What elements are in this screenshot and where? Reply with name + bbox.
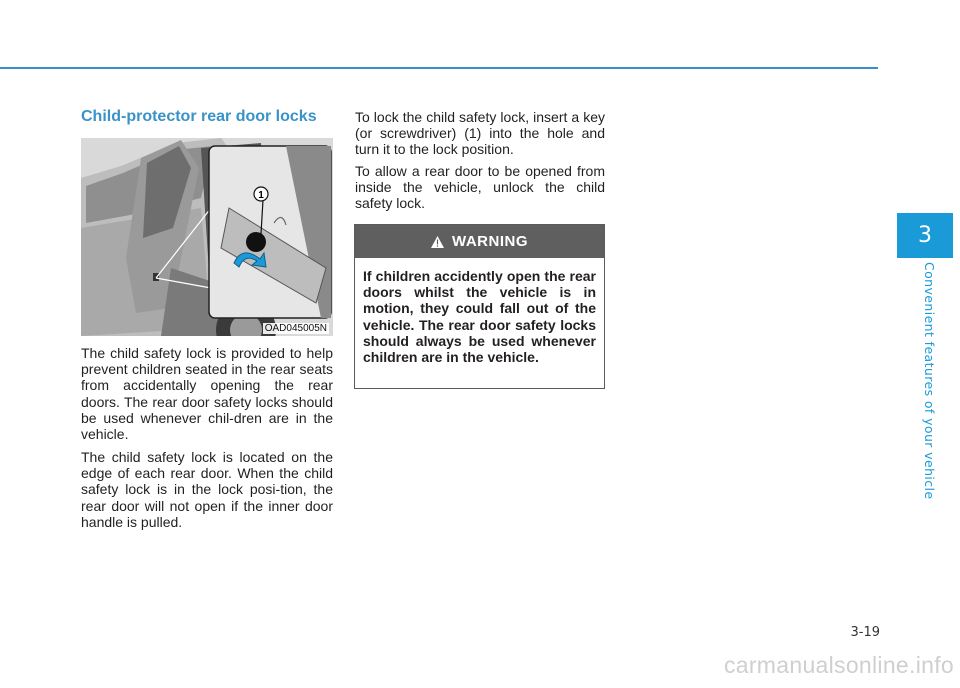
left-paragraph-2: The child safety lock is located on the edge of each rear door. When the child safety lock is in the lock posi-tion, the rear door will not open if the inner door handle is pulled. [81,449,333,530]
car-door-illustration [81,138,333,336]
warning-box [354,224,605,389]
watermark[interactable]: carmanualsonline.info [723,652,954,678]
callout-label: 1 [258,190,264,201]
left-paragraph-1: The child safety lock is provided to help prevent children seated in the rear seats from accidentally opening the rear doors. The rear door safety locks should be used whenever chil-dren are in the vehicle. [81,345,333,443]
warning-triangle-icon [431,236,444,248]
page-number: 3-19 [850,625,880,640]
chapter-title: Convenient features of your vehicle [922,262,937,500]
chapter-number-tab[interactable]: 3 [897,213,953,258]
warning-title: WARNING [452,233,528,250]
top-rule [0,67,878,69]
section-heading: Child-protector rear door locks [81,108,317,125]
door-lock-figure [81,138,333,336]
right-paragraph-1: To lock the child safety lock, insert a key (or screwdriver) (1) into the hole and turn it to the lock position. [355,109,605,158]
warning-header [355,225,604,258]
right-paragraph-2: To allow a rear door to be opened from inside the vehicle, unlock the child safety lock. [355,163,605,212]
figure-code: OAD045005N [264,323,327,334]
warning-text: If children accidently open the rear doors whilst the vehicle is in motion, they could fall out of the vehicle. The rear door safety locks should always be used whenever children are in the vehicle. [363,268,596,366]
